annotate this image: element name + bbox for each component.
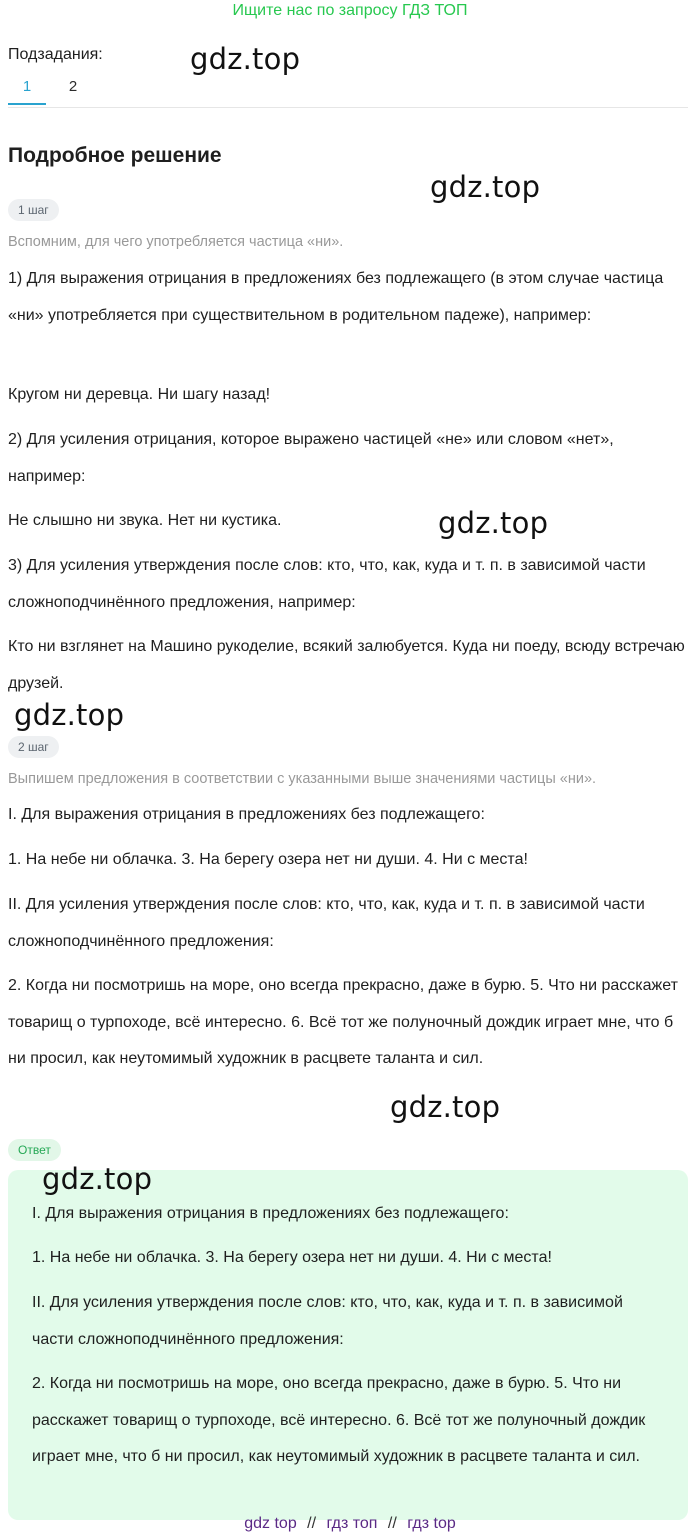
step-2-hint: Выпишем предложения в соответствии с указанными выше значениями частицы «ни». (8, 771, 597, 787)
footer-separator: // (387, 1515, 397, 1532)
watermark: gdz.top (390, 1090, 501, 1124)
footer-link-gdz-top[interactable]: gdz top (244, 1515, 297, 1532)
tabs-divider (8, 107, 688, 108)
subtasks-label: Подзадания: (8, 46, 103, 63)
step-2-paragraph: II. Для усиления утверждения после слов: кто, что, как, куда и т. п. в зависимой части сложноподчинённого предложения: (8, 896, 645, 950)
solution-title: Подробное решение (8, 144, 222, 167)
step-1-paragraph: Не слышно ни звука. Нет ни кустика. (8, 512, 282, 529)
footer-separator: // (307, 1515, 317, 1532)
step-2-badge: 2 шаг (8, 736, 59, 758)
step-1-hint: Вспомним, для чего употребляется частица «ни». (8, 234, 344, 250)
watermark: gdz.top (14, 698, 125, 732)
answer-paragraph: I. Для выражения отрицания в предложениях без подлежащего: (32, 1205, 509, 1222)
step-2-paragraph: 1. На небе ни облачка. 3. На берегу озера нет ни души. 4. Ни с места! (8, 851, 528, 868)
tab-subtask-2[interactable]: 2 (68, 78, 78, 95)
answer-paragraph: 2. Когда ни посмотришь на море, оно всегда прекрасно, даже в бурю. 5. Что ни расскажет товарищ о турпоходе, всё интересно. 6. Всё тот же полуночный дождик играет мне, что б ни просил, как неутомимый художник в расцвете таланта и сил. (32, 1375, 646, 1465)
step-2-paragraph: 2. Когда ни посмотришь на море, оно всегда прекрасно, даже в бурю. 5. Что ни расскажет товарищ о турпоходе, всё интересно. 6. Всё тот же полуночный дождик играет мне, что б ни просил, как неутомимый художник в расцвете таланта и сил. (8, 977, 678, 1067)
promo-banner[interactable]: Ищите нас по запросу ГДЗ ТОП (232, 2, 468, 19)
footer-link-gdz-top-mixed[interactable]: гдз top (407, 1515, 456, 1532)
step-1-badge: 1 шаг (8, 199, 59, 221)
footer-link-gdz-top-ru[interactable]: гдз топ (326, 1515, 378, 1532)
step-1-paragraph: Кто ни взглянет на Машино рукоделие, всякий залюбуется. Куда ни поеду, всюду встречаю друзей. (8, 638, 685, 692)
watermark: gdz.top (430, 170, 541, 204)
step-2-paragraph: I. Для выражения отрицания в предложениях без подлежащего: (8, 806, 485, 823)
footer-links (0, 1515, 700, 1533)
answer-paragraph: 1. На небе ни облачка. 3. На берегу озера нет ни души. 4. Ни с места! (32, 1249, 552, 1266)
tab-subtask-1[interactable]: 1 (8, 78, 46, 105)
watermark: gdz.top (190, 42, 301, 76)
step-1-paragraph: 2) Для усиления отрицания, которое выражено частицей «не» или словом «нет», например: (8, 431, 614, 485)
watermark: gdz.top (438, 506, 549, 540)
answer-paragraph: II. Для усиления утверждения после слов: кто, что, как, куда и т. п. в зависимой части сложноподчинённого предложения: (32, 1294, 623, 1348)
step-1-paragraph: 3) Для усиления утверждения после слов: кто, что, как, куда и т. п. в зависимой части сложноподчинённого предложения, например: (8, 557, 646, 611)
answer-badge: Ответ (8, 1139, 61, 1161)
step-1-paragraph: 1) Для выражения отрицания в предложениях без подлежащего (в этом случае частица «ни» употребляется при существительном в родительном падеже), например: (8, 270, 664, 324)
step-1-paragraph: Кругом ни деревца. Ни шагу назад! (8, 386, 271, 403)
watermark: gdz.top (42, 1162, 153, 1196)
